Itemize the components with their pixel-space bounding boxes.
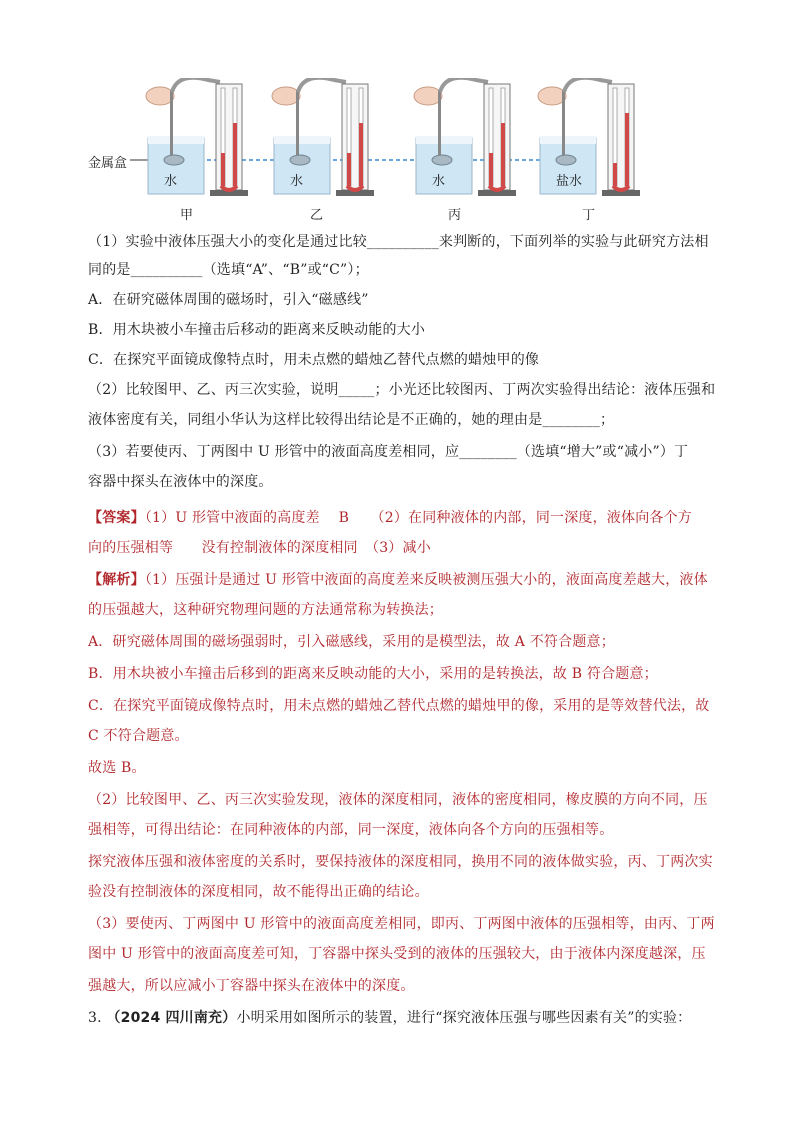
- rubber-hose: [172, 78, 220, 92]
- analysis-line: 的压强越大，这种研究物理问题的方法通常称为转换法；: [88, 602, 443, 618]
- analysis-line: 图中 U 形管中的液面高度差可知，丁容器中探头受到的液体的压强较大，由于液体内深度越深，压: [88, 946, 706, 962]
- beaker-liquid-label-1: 水: [164, 174, 178, 189]
- hand: [146, 87, 174, 105]
- next-question: [88, 1008, 708, 1028]
- question-line: （2）比较图甲、乙、丙三次实验，说明_____；小光还比较图丙、丁两次实验得出结论：液体压强和: [88, 382, 716, 398]
- question-line: （1）实验中液体压强大小的变化是通过比较__________来判断的，下面列举的实验与此研究方法相: [88, 234, 709, 250]
- metal-box: [432, 155, 452, 165]
- u-tube-frame: [484, 84, 510, 190]
- experiment-setup-1: [146, 78, 248, 196]
- beaker-rim: [148, 136, 204, 144]
- analysis-line: （3）要使丙、丁两图中 U 形管中的液面高度差相同，即丙、丁两图中液体的压强相等，由丙、丁两: [88, 916, 715, 932]
- u-tube-frame: [216, 84, 242, 190]
- beaker-liquid-label-3: 水: [432, 174, 446, 189]
- rubber-hose: [440, 78, 488, 92]
- experiment-setup-2: [272, 78, 374, 196]
- question-number: 3.: [88, 1010, 102, 1026]
- beaker-liquid-label-2: 水: [290, 174, 304, 189]
- probe-rod: [170, 90, 173, 160]
- question-line: 液体密度有关，同组小华认为这样比较得出结论是不正确的，她的理由是________；: [88, 412, 615, 428]
- u-tube-liquid-left: [489, 153, 493, 186]
- experiment-setup-4: [538, 78, 640, 196]
- probe-rod: [296, 90, 299, 160]
- analysis-line: [88, 570, 708, 590]
- question-option-a: A．在研究磁体周围的磁场时，引入“磁感线”: [88, 292, 369, 308]
- figure-caption-4: 丁: [582, 208, 596, 223]
- metal-box: [556, 155, 576, 165]
- experiment-setup-3: [414, 78, 516, 196]
- question-line: （3）若要使丙、丁两图中 U 形管中的液面高度差相同，应________（选填“增大”或“减小”）丁: [88, 444, 689, 460]
- u-tube-liquid-right: [625, 113, 629, 186]
- u-tube-frame: [342, 84, 368, 190]
- figure-caption-1: 甲: [180, 208, 194, 223]
- answer-tag: 【答案】: [88, 510, 145, 526]
- analysis-text: （1）压强计是通过 U 形管中液面的高度差来反映被测压强大小的，液面高度差越大，液体: [144, 572, 708, 588]
- analysis-line: 故选 B。: [88, 760, 146, 776]
- u-tube-liquid-right: [233, 123, 237, 186]
- answer-line: [88, 508, 708, 528]
- figure-caption-2: 乙: [310, 208, 324, 223]
- beaker-rim: [274, 136, 330, 144]
- u-tube-liquid-left: [613, 163, 617, 186]
- u-tube-frame: [608, 84, 634, 190]
- analysis-line: （2）比较图甲、乙、丙三次实验发现，液体的深度相同，液体的密度相同，橡皮膜的方向不同，压: [88, 792, 708, 808]
- beaker-rim: [416, 136, 472, 144]
- analysis-line: A．研究磁体周围的磁场强弱时，引入磁感线，采用的是模型法，故 A 不符合题意；: [88, 634, 615, 650]
- analysis-line: C．在探究平面镜成像特点时，用未点燃的蜡烛乙替代点燃的蜡烛甲的像，采用的是等效替代法，故: [88, 698, 710, 714]
- hand: [414, 87, 442, 105]
- analysis-line: 强越大，所以应减小丁容器中探头在液体中的深度。: [88, 978, 415, 994]
- metal-box-label: 金属盒: [88, 156, 128, 171]
- answer-line: 向的压强相等 没有控制液体的深度相同 （3）减小: [88, 540, 431, 556]
- analysis-line: B．用木块被小车撞击后移到的距离来反映动能的大小，采用的是转换法，故 B 符合题意；: [88, 666, 658, 682]
- beaker-rim: [540, 136, 596, 144]
- probe-rod: [438, 90, 441, 160]
- analysis-line: C 不符合题意。: [88, 728, 189, 744]
- question-option-c: C．在探究平面镜成像特点时，用未点燃的蜡烛乙替代点燃的蜡烛甲的像: [88, 352, 540, 368]
- beaker-liquid-label-4: 盐水: [556, 174, 583, 189]
- u-tube-liquid-left: [347, 153, 351, 186]
- u-tube-liquid-right: [359, 123, 363, 186]
- analysis-tag: 【解析】: [88, 572, 145, 588]
- analysis-line: 强相等，可得出结论：在同种液体的内部，同一深度，液体向各个方向的压强相等。: [88, 822, 614, 838]
- figure-caption-3: 丙: [448, 208, 462, 223]
- question-line: 同的是__________（选填“A”、“B”或“C”）；: [88, 262, 369, 278]
- rubber-hose: [564, 78, 612, 92]
- u-tube-liquid-right: [501, 123, 505, 186]
- hand: [272, 87, 300, 105]
- rubber-hose: [298, 78, 346, 92]
- answer-text: （1）U 形管中液面的高度差 B （2）在同种液体的内部，同一深度，液体向各个方: [144, 510, 693, 526]
- question-source: （2024 四川南充）: [106, 1010, 237, 1026]
- analysis-line: 探究液体压强和液体密度的关系时，要保持液体的深度相同，换用不同的液体做实验，丙、丁两次实: [88, 854, 713, 870]
- question-text: 小明采用如图所示的装置，进行“探究液体压强与哪些因素有关”的实验：: [236, 1010, 692, 1026]
- question-option-b: B．用木块被小车撞击后移动的距离来反映动能的大小: [88, 322, 426, 338]
- u-tube-liquid-left: [221, 153, 225, 186]
- probe-rod: [562, 90, 565, 160]
- metal-box: [290, 155, 310, 165]
- hand: [538, 87, 566, 105]
- analysis-line: 验没有控制液体的深度相同，故不能得出正确的结论。: [88, 884, 429, 900]
- question-line: 容器中探头在液体中的深度。: [88, 474, 273, 490]
- metal-box: [164, 155, 184, 165]
